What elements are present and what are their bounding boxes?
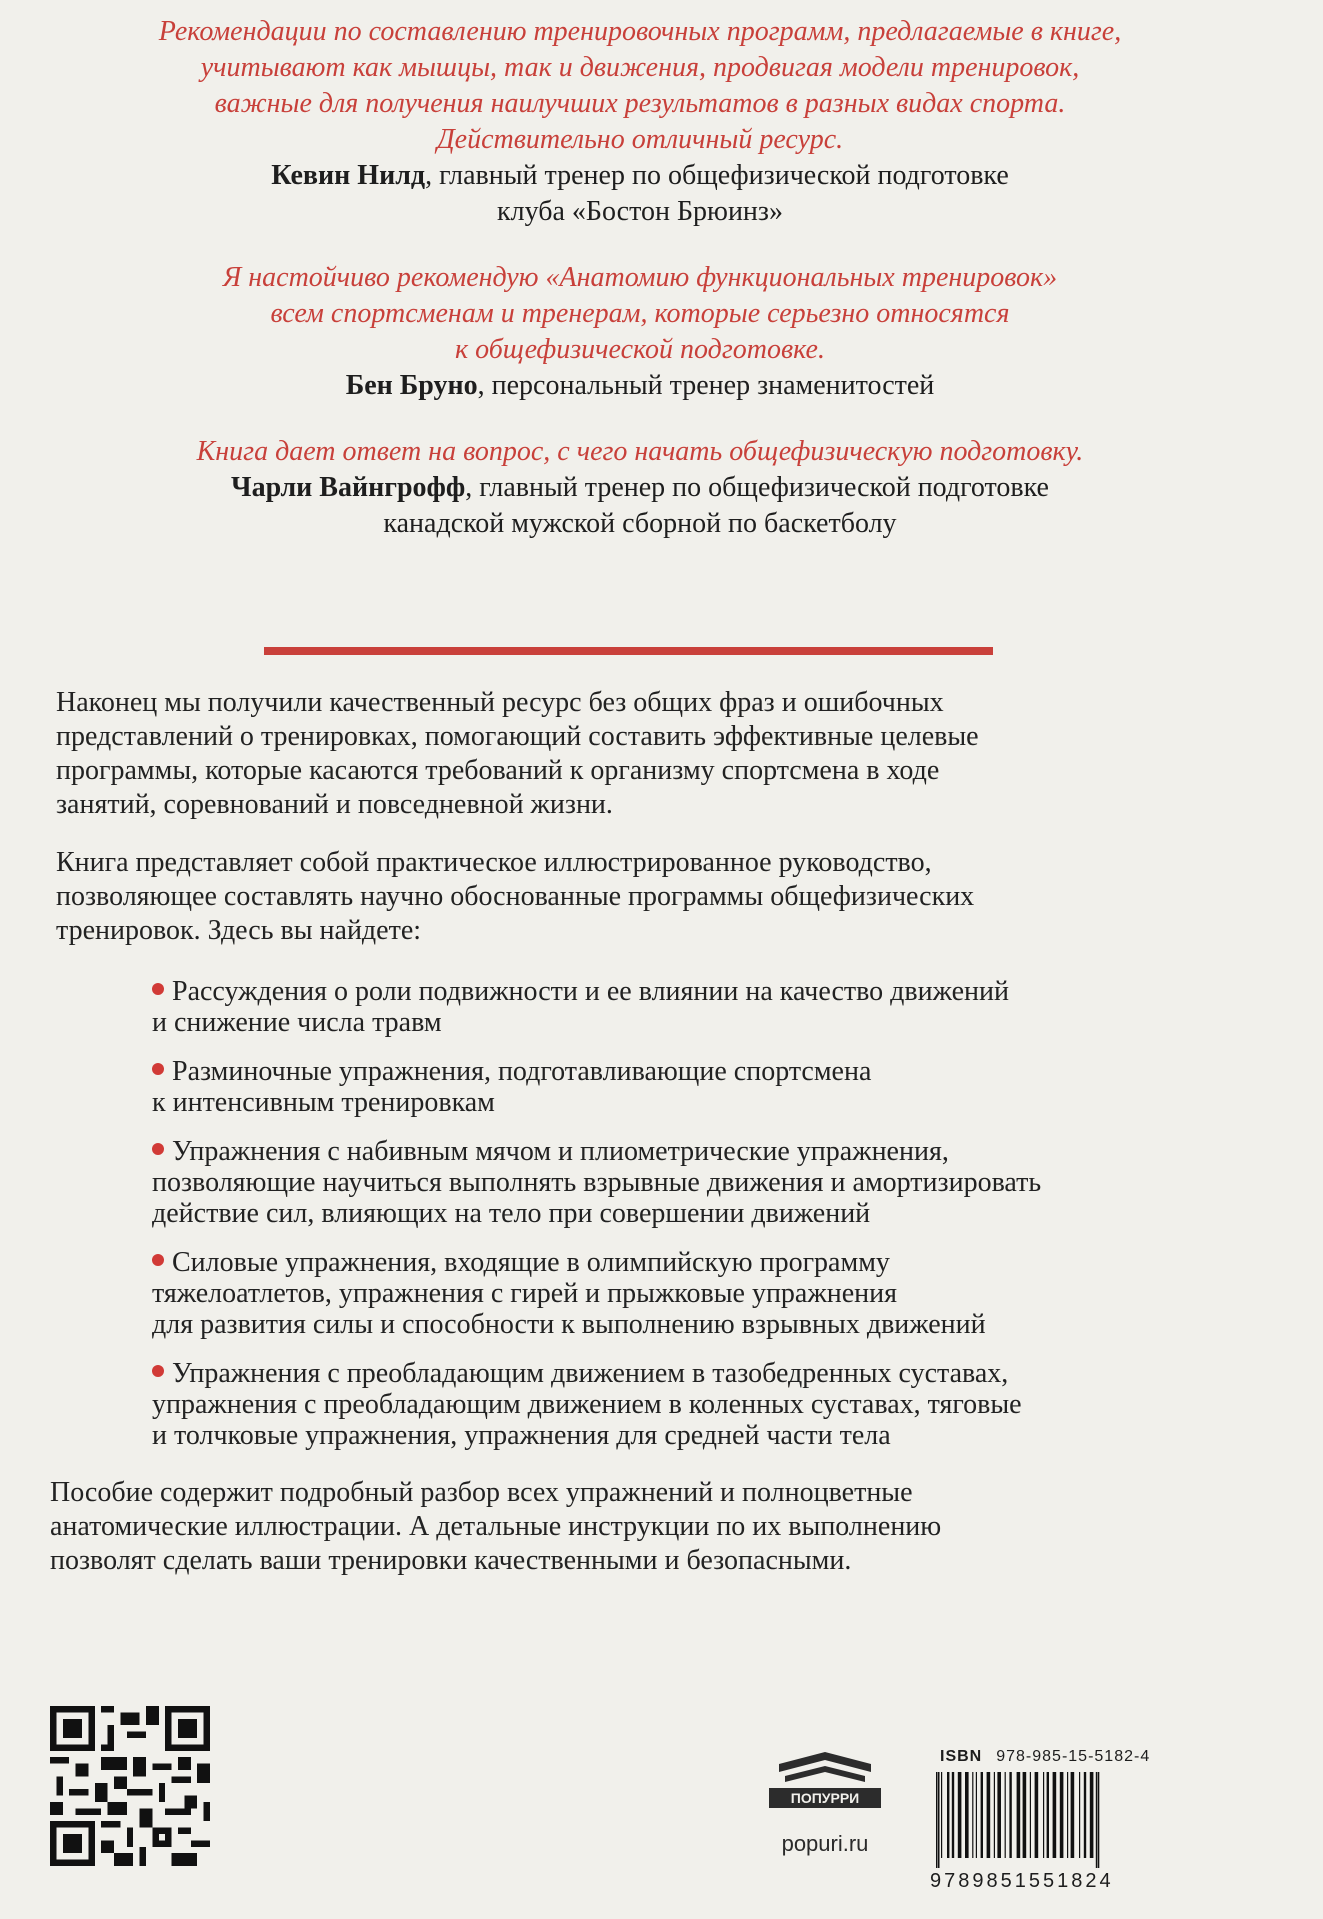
barcode-digits: 9789851551824	[930, 1870, 1114, 1892]
author-name: Бен Бруно	[345, 370, 478, 401]
text-line: представлений о тренировках, помогающий составить эффективные целевые	[56, 721, 979, 752]
publisher-name: ПОПУРРИ	[790, 1790, 860, 1806]
list-item-line: тяжелоатлетов, упражнения с гирей и прыжковые упражнения	[152, 1278, 897, 1309]
publisher-url: popuri.ru	[781, 1831, 869, 1856]
intro-paragraph	[56, 686, 1236, 822]
author-role: , главный тренер по общефизической подготовке	[425, 160, 1009, 191]
isbn-block	[930, 1748, 1250, 1893]
author-role: канадской мужской сборной по баскетболу	[383, 508, 897, 539]
list-item-line: и толчковые упражнения, упражнения для средней части тела	[152, 1420, 891, 1451]
list-item-text: Упражнения с набивным мячом и плиометрические упражнения,	[172, 1136, 949, 1167]
list-item-line	[152, 976, 1252, 1007]
text-line: Наконец мы получили качественный ресурс без общих фраз и ошибочных	[56, 687, 944, 718]
author-name: Чарли Вайнгрофф	[231, 472, 466, 503]
list-item	[152, 1056, 1252, 1118]
list-item-line	[152, 1247, 1252, 1278]
publisher-logo-icon	[765, 1742, 885, 1812]
text-line: позволят сделать ваши тренировки качественными и безопасными.	[50, 1545, 852, 1576]
text-line: Книга представляет собой практическое иллюстрированное руководство,	[56, 847, 932, 878]
bullet-icon	[152, 1143, 164, 1155]
quote-line: всем спортсменам и тренерам, которые серьезно относятся	[270, 298, 1010, 329]
list-item-text: Разминочные упражнения, подготавливающие спортсмена	[172, 1056, 872, 1087]
bullet-icon	[152, 1063, 164, 1075]
text-line: занятий, соревнований и повседневной жизни.	[56, 789, 613, 820]
attribution	[40, 470, 1240, 506]
list-item	[152, 976, 1252, 1038]
quote-line: Действительно отличный ресурс.	[436, 124, 844, 155]
text-line: Пособие содержит подробный разбор всех упражнений и полноцветные	[50, 1477, 913, 1508]
list-item-line: к интенсивным тренировкам	[152, 1087, 495, 1118]
author-name: Кевин Нилд	[271, 160, 426, 191]
isbn-prefix: ISBN	[940, 1748, 983, 1765]
list-item-line	[152, 1056, 1252, 1087]
testimonial	[40, 434, 1240, 542]
list-item-line	[152, 1358, 1252, 1389]
isbn-number: 978-985-15-5182-4	[996, 1748, 1151, 1765]
testimonial	[40, 260, 1240, 404]
isbn-label	[940, 1748, 1250, 1766]
list-item-line: и снижение числа травм	[152, 1007, 442, 1038]
list-item-line: действие сил, влияющих на тело при совершении движений	[152, 1198, 871, 1229]
attribution	[40, 158, 1240, 194]
author-role: клуба «Бостон Брюинз»	[497, 196, 783, 227]
list-item	[152, 1247, 1252, 1340]
quote-line: Рекомендации по составлению тренировочных программ, предлагаемые в книге,	[158, 16, 1122, 47]
bullet-icon	[152, 983, 164, 995]
text-line: анатомические иллюстрации. А детальные инструкции по их выполнению	[50, 1511, 942, 1542]
attribution	[40, 368, 1240, 404]
quote-line: Я настойчиво рекомендую «Анатомию функциональных тренировок»	[222, 262, 1058, 293]
testimonial	[40, 14, 1240, 230]
list-item	[152, 1358, 1252, 1451]
quote-line: Книга дает ответ на вопрос, с чего начать общефизическую подготовку.	[196, 436, 1084, 467]
author-role: , главный тренер по общефизической подготовке	[465, 472, 1049, 503]
feature-list	[152, 976, 1252, 1469]
guide-paragraph	[56, 846, 1236, 948]
list-item-line	[152, 1136, 1252, 1167]
red-divider	[264, 647, 993, 655]
list-item-line: для развития силы и способности к выполнению взрывных движений	[152, 1309, 986, 1340]
quote-line: важные для получения наилучших результатов в разных видах спорта.	[214, 88, 1066, 119]
text-line: позволяющее составлять научно обоснованные программы общефизических	[56, 881, 975, 912]
author-role: , персональный тренер знаменитостей	[477, 370, 935, 401]
qr-code-icon	[50, 1706, 210, 1866]
bullet-icon	[152, 1365, 164, 1377]
quote-line: к общефизической подготовке.	[455, 334, 825, 365]
list-item-text: Силовые упражнения, входящие в олимпийскую программу	[172, 1247, 890, 1278]
text-line: тренировок. Здесь вы найдете:	[56, 915, 422, 946]
list-item-text: Рассуждения о роли подвижности и ее влиянии на качество движений	[172, 976, 1009, 1007]
quote-line: учитывают как мышцы, так и движения, продвигая модели тренировок,	[200, 52, 1080, 83]
list-item-line: упражнения с преобладающим движением в коленных суставах, тяговые	[152, 1389, 1022, 1420]
text-line: программы, которые касаются требований к организму спортсмена в ходе	[56, 755, 940, 786]
barcode-icon	[930, 1772, 1240, 1868]
bullet-icon	[152, 1254, 164, 1266]
list-item-text: Упражнения с преобладающим движением в тазобедренных суставах,	[172, 1358, 1009, 1389]
publisher-block	[760, 1742, 890, 1857]
list-item-line: позволяющие научиться выполнять взрывные движения и амортизировать	[152, 1167, 1042, 1198]
testimonials	[40, 14, 1240, 572]
closing-paragraph	[50, 1476, 1230, 1578]
list-item	[152, 1136, 1252, 1229]
